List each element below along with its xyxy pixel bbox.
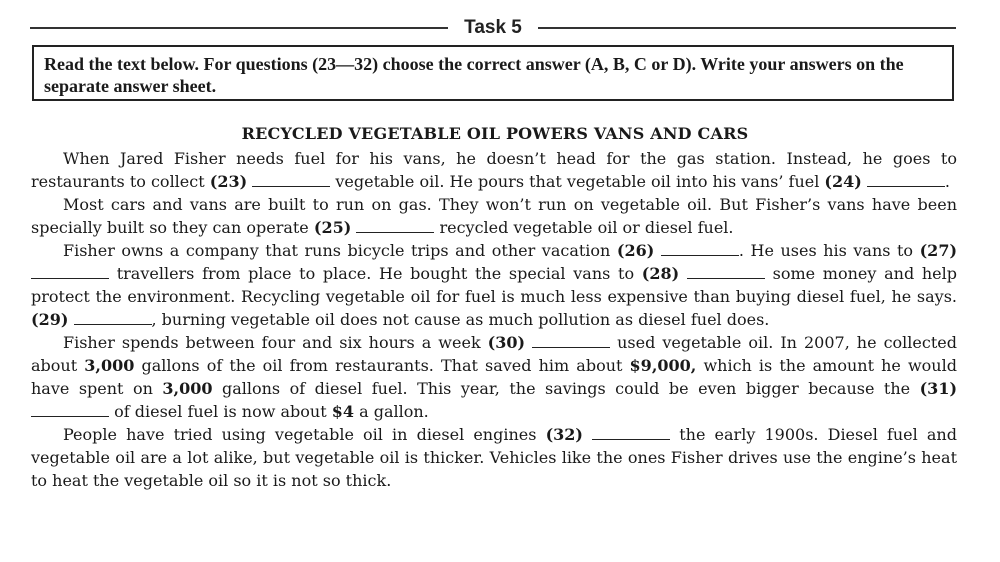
- text: Fisher owns a company that runs bicycle trips and other vacation: [63, 241, 611, 260]
- answer-blank: [356, 218, 434, 233]
- number: $4: [331, 402, 354, 421]
- article-body: [31, 147, 957, 492]
- paragraph-5: [31, 423, 957, 492]
- gap-number: (26): [616, 241, 655, 260]
- article-title: RECYCLED VEGETABLE OIL POWERS VANS AND CARS: [241, 124, 749, 143]
- text: Fisher spends between four and six hours a week: [63, 333, 481, 352]
- text: Most cars and vans are built to run on gas. They won’t run on vegetable oil. But Fisher’s vans have been specially built so they can operate: [31, 195, 957, 237]
- text: vegetable oil. He pours that vegetable oil into his vans’ fuel: [335, 172, 820, 191]
- text: , burning vegetable oil does not cause as much pollution as diesel fuel does.: [151, 310, 770, 329]
- paragraph-2: [31, 193, 957, 239]
- text: . He uses his vans to: [738, 241, 914, 260]
- header-rule-left: [30, 27, 448, 29]
- gap-number: (24): [824, 172, 862, 191]
- number: 3,000: [162, 379, 213, 398]
- answer-blank: [252, 172, 330, 187]
- header-rule-right: [538, 27, 956, 29]
- number: $9,000,: [629, 356, 697, 375]
- instructions-text: Read the text below. For questions (23—32) choose the correct answer (A, B, C or D). Write your answers on the separate answer sheet.: [44, 54, 904, 96]
- answer-blank: [592, 425, 670, 440]
- text: People have tried using vegetable oil in diesel engines: [63, 425, 537, 444]
- text: the early 1900s. Diesel fuel and vegetable oil are a lot alike, but vegetable oil is thicker. Vehicles like the ones Fisher drives use the engine’s heat to heat the vegetable oil so it is not so thick.: [31, 425, 957, 490]
- number: 3,000: [84, 356, 135, 375]
- answer-blank: [74, 310, 152, 325]
- answer-blank: [687, 264, 765, 279]
- text: of diesel fuel is now about: [114, 402, 327, 421]
- text: gallons of the oil from restaurants. That saved him about: [141, 356, 623, 375]
- gap-number: (27): [919, 241, 958, 260]
- paragraph-4: [31, 331, 957, 423]
- answer-blank: [31, 264, 109, 279]
- text: which is the amount he would have spent on: [31, 356, 957, 398]
- answer-blank: [867, 172, 945, 187]
- text: When Jared Fisher needs fuel for his vans, he doesn’t head for the gas station. Instead, he goes to restaurants to collect: [31, 149, 957, 191]
- task-title: Task 5: [464, 17, 522, 38]
- text: used vegetable oil. In 2007, he collected about: [31, 333, 957, 375]
- gap-number: (31): [919, 379, 958, 398]
- text: a gallon.: [359, 402, 429, 421]
- paragraph-3: [31, 239, 957, 331]
- text: travellers from place to place. He bought the special vans to: [116, 264, 635, 283]
- answer-blank: [31, 402, 109, 417]
- gap-number: (25): [313, 218, 352, 237]
- gap-number: (23): [209, 172, 248, 191]
- gap-number: (30): [487, 333, 526, 352]
- answer-blank: [532, 333, 610, 348]
- text: recycled vegetable oil or diesel fuel.: [439, 218, 734, 237]
- text: gallons of diesel fuel. This year, the savings could be even bigger because the: [221, 379, 911, 398]
- gap-number: (29): [31, 310, 69, 329]
- gap-number: (32): [545, 425, 583, 444]
- text: .: [944, 172, 951, 191]
- text: some money and help protect the environment. Recycling vegetable oil for fuel is much less expensive than buying diesel fuel, he says.: [31, 264, 958, 306]
- gap-number: (28): [641, 264, 680, 283]
- paragraph-1: [31, 147, 957, 193]
- instructions-box: [32, 45, 954, 101]
- task-header: [30, 14, 956, 42]
- answer-blank: [661, 241, 739, 256]
